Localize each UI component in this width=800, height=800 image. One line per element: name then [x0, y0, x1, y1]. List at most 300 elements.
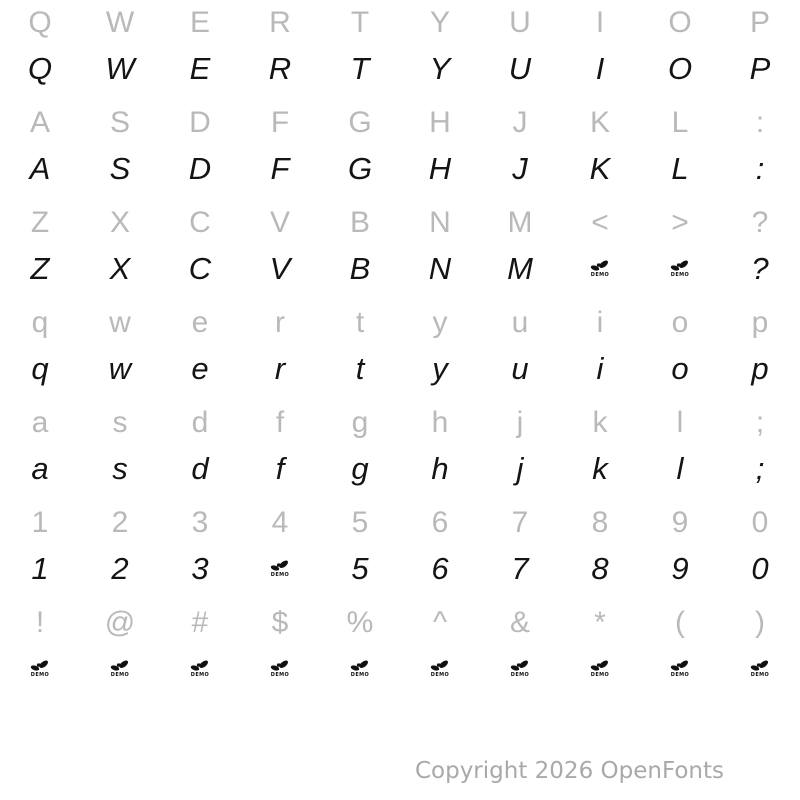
demo-placeholder-glyph	[510, 659, 530, 678]
glyph-char: h	[431, 450, 449, 486]
glyph-cell	[480, 46, 560, 90]
demo-placeholder-glyph	[270, 659, 290, 678]
glyph-char: ?	[751, 250, 769, 286]
glyph-char: o	[671, 350, 689, 386]
glyph-char: l	[676, 406, 684, 439]
glyph-cell	[320, 400, 400, 446]
glyph-char: f	[275, 406, 285, 439]
glyph-char: H	[429, 106, 451, 139]
glyph-char: H	[428, 150, 452, 186]
demo-label: DEMO	[590, 671, 610, 678]
glyph-row-black	[0, 646, 800, 690]
glyph-char: k	[592, 406, 608, 439]
glyph-cell	[320, 300, 400, 346]
glyph-cell	[0, 500, 80, 546]
glyph-char: S	[109, 150, 131, 186]
demo-petals-icon	[190, 659, 210, 672]
glyph-cell	[160, 346, 240, 390]
glyph-char: ^	[432, 606, 448, 639]
glyph-char: d	[191, 450, 209, 486]
glyph-char: V	[269, 206, 290, 239]
glyph-char: w	[108, 350, 132, 386]
glyph-char: k	[592, 450, 608, 486]
glyph-char: y	[432, 306, 448, 339]
glyph-char: X	[109, 206, 130, 239]
glyph-cell	[640, 246, 720, 290]
glyph-cell	[0, 300, 80, 346]
glyph-row-pair	[0, 100, 800, 200]
demo-placeholder-glyph	[110, 659, 130, 678]
glyph-char: Q	[28, 6, 52, 39]
demo-label: DEMO	[750, 671, 770, 678]
glyph-char: e	[191, 350, 209, 386]
glyph-cell	[0, 100, 80, 146]
demo-petals-icon	[750, 659, 770, 672]
glyph-char: *	[594, 606, 606, 639]
glyph-cell	[400, 200, 480, 246]
glyph-cell	[480, 500, 560, 546]
glyph-cell	[80, 346, 160, 390]
glyph-char: J	[512, 150, 528, 186]
glyph-char: P	[749, 6, 770, 39]
glyph-char: C	[189, 206, 211, 239]
demo-label: DEMO	[270, 571, 290, 578]
glyph-cell	[160, 400, 240, 446]
demo-label: DEMO	[430, 671, 450, 678]
glyph-row-black	[0, 246, 800, 290]
glyph-cell	[400, 300, 480, 346]
demo-placeholder-glyph	[590, 259, 610, 278]
glyph-cell	[320, 346, 400, 390]
glyph-char: 8	[591, 506, 609, 539]
glyph-char: N	[428, 250, 452, 286]
glyph-char: !	[35, 606, 45, 639]
glyph-cell	[400, 600, 480, 646]
glyph-cell	[560, 46, 640, 90]
demo-label: DEMO	[670, 671, 690, 678]
demo-label: DEMO	[270, 671, 290, 678]
glyph-cell	[560, 400, 640, 446]
glyph-char: C	[188, 250, 212, 286]
glyph-cell	[720, 400, 800, 446]
glyph-cell	[560, 600, 640, 646]
glyph-char: Z	[30, 250, 50, 286]
glyph-char: w	[109, 306, 131, 339]
glyph-char: 1	[31, 506, 49, 539]
glyph-char: h	[431, 406, 449, 439]
glyph-cell	[240, 446, 320, 490]
glyph-row-black	[0, 146, 800, 190]
glyph-cell	[640, 146, 720, 190]
glyph-char: y	[432, 350, 448, 386]
demo-placeholder-glyph	[350, 659, 370, 678]
demo-label: DEMO	[510, 671, 530, 678]
glyph-char: I	[595, 6, 605, 39]
demo-placeholder-glyph	[430, 659, 450, 678]
glyph-char: 0	[751, 506, 769, 539]
glyph-cell	[0, 0, 80, 46]
glyph-char: 8	[591, 550, 609, 586]
glyph-cell	[720, 646, 800, 690]
glyph-cell	[240, 300, 320, 346]
copyright-text: Copyright 2026 OpenFonts	[414, 758, 724, 784]
glyph-char: M	[507, 250, 533, 286]
glyph-char: ;	[755, 406, 765, 439]
glyph-char: (	[675, 606, 685, 639]
demo-petals-icon	[30, 659, 50, 672]
glyph-row-gray	[0, 100, 800, 146]
glyph-cell	[320, 146, 400, 190]
glyph-cell	[480, 246, 560, 290]
glyph-char: q	[31, 350, 49, 386]
glyph-char: B	[349, 206, 370, 239]
demo-petals-icon	[510, 659, 530, 672]
glyph-row-pair	[0, 200, 800, 300]
glyph-cell	[80, 100, 160, 146]
glyph-cell	[160, 500, 240, 546]
glyph-char: K	[589, 150, 611, 186]
glyph-char: t	[355, 350, 365, 386]
glyph-row-pair	[0, 600, 800, 700]
glyph-cell	[640, 100, 720, 146]
glyph-char: Z	[30, 206, 50, 239]
glyph-char: W	[105, 50, 135, 86]
glyph-char: g	[351, 450, 369, 486]
glyph-cell	[640, 200, 720, 246]
demo-petals-icon	[270, 659, 290, 672]
glyph-char: R	[269, 6, 291, 39]
glyph-row-black	[0, 446, 800, 490]
glyph-cell	[160, 100, 240, 146]
glyph-cell	[400, 500, 480, 546]
demo-placeholder-glyph	[270, 559, 290, 578]
glyph-char: r	[275, 306, 285, 339]
glyph-cell	[320, 100, 400, 146]
glyph-char: &	[509, 606, 530, 639]
glyph-char: #	[191, 606, 209, 639]
demo-petals-icon	[110, 659, 130, 672]
glyph-cell	[480, 346, 560, 390]
glyph-cell	[80, 0, 160, 46]
demo-label: DEMO	[30, 671, 50, 678]
glyph-cell	[0, 400, 80, 446]
glyph-cell	[160, 246, 240, 290]
glyph-char: E	[189, 50, 211, 86]
glyph-cell	[560, 346, 640, 390]
demo-label: DEMO	[110, 671, 130, 678]
glyph-char: 7	[511, 506, 529, 539]
glyph-char: p	[751, 306, 769, 339]
glyph-cell	[560, 646, 640, 690]
glyph-row-gray	[0, 500, 800, 546]
glyph-row-pair	[0, 300, 800, 400]
glyph-cell	[160, 600, 240, 646]
glyph-cell	[640, 400, 720, 446]
glyph-char: $	[271, 606, 289, 639]
glyph-row-gray	[0, 0, 800, 46]
glyph-char: F	[270, 150, 290, 186]
glyph-cell	[480, 446, 560, 490]
glyph-cell	[240, 100, 320, 146]
glyph-cell	[80, 646, 160, 690]
glyph-cell	[480, 146, 560, 190]
glyph-cell	[560, 446, 640, 490]
glyph-row-black	[0, 346, 800, 390]
glyph-cell	[720, 346, 800, 390]
glyph-char: E	[189, 6, 210, 39]
glyph-cell	[240, 146, 320, 190]
glyph-cell	[720, 200, 800, 246]
glyph-cell	[640, 546, 720, 590]
demo-label: DEMO	[190, 671, 210, 678]
glyph-cell	[640, 646, 720, 690]
glyph-char: 9	[671, 506, 689, 539]
demo-placeholder-glyph	[670, 259, 690, 278]
glyph-cell	[320, 46, 400, 90]
glyph-cell	[0, 200, 80, 246]
glyph-cell	[720, 600, 800, 646]
glyph-cell	[160, 146, 240, 190]
glyph-cell	[0, 246, 80, 290]
glyph-char: W	[105, 6, 135, 39]
glyph-cell	[320, 0, 400, 46]
glyph-cell	[80, 446, 160, 490]
glyph-char: Y	[429, 50, 451, 86]
glyph-char: P	[749, 50, 771, 86]
glyph-char: )	[755, 606, 765, 639]
glyph-row-pair	[0, 500, 800, 600]
glyph-cell	[400, 446, 480, 490]
glyph-char: J	[512, 106, 528, 139]
glyph-char: >	[671, 206, 689, 239]
glyph-cell	[80, 546, 160, 590]
demo-placeholder-glyph	[30, 659, 50, 678]
glyph-cell	[80, 300, 160, 346]
glyph-cell	[560, 300, 640, 346]
glyph-char: 0	[751, 550, 769, 586]
glyph-char: ?	[751, 206, 769, 239]
glyph-cell	[480, 300, 560, 346]
glyph-cell	[720, 0, 800, 46]
glyph-cell	[640, 346, 720, 390]
glyph-cell	[160, 200, 240, 246]
glyph-cell	[160, 0, 240, 46]
glyph-cell	[720, 546, 800, 590]
glyph-char: I	[595, 50, 605, 86]
demo-petals-icon	[590, 259, 610, 272]
glyph-cell	[80, 500, 160, 546]
glyph-cell	[560, 200, 640, 246]
glyph-cell	[560, 0, 640, 46]
glyph-cell	[720, 300, 800, 346]
glyph-char: 3	[191, 550, 209, 586]
glyph-char: q	[31, 306, 49, 339]
glyph-cell	[80, 146, 160, 190]
glyph-char: a	[31, 450, 49, 486]
glyph-cell	[240, 200, 320, 246]
demo-petals-icon	[270, 559, 290, 572]
glyph-cell	[0, 346, 80, 390]
glyph-cell	[160, 46, 240, 90]
glyph-cell	[720, 246, 800, 290]
glyph-cell	[560, 146, 640, 190]
glyph-cell	[400, 46, 480, 90]
glyph-cell	[80, 600, 160, 646]
glyph-char: S	[109, 106, 130, 139]
glyph-char: L	[671, 106, 689, 139]
glyph-char: u	[511, 350, 529, 386]
glyph-cell	[720, 46, 800, 90]
glyph-cell	[320, 200, 400, 246]
demo-petals-icon	[590, 659, 610, 672]
glyph-char: j	[516, 406, 524, 439]
glyph-char: i	[596, 350, 604, 386]
glyph-char: U	[508, 50, 532, 86]
glyph-row-black	[0, 546, 800, 590]
glyph-cell	[640, 46, 720, 90]
glyph-cell	[720, 146, 800, 190]
glyph-cell	[400, 246, 480, 290]
glyph-cell	[0, 446, 80, 490]
glyph-cell	[0, 546, 80, 590]
glyph-cell	[0, 146, 80, 190]
glyph-char: s	[112, 450, 128, 486]
glyph-char: D	[189, 106, 211, 139]
glyph-cell	[0, 600, 80, 646]
glyph-char: d	[191, 406, 209, 439]
glyph-cell	[640, 600, 720, 646]
glyph-char: R	[268, 50, 292, 86]
glyph-char: p	[751, 350, 769, 386]
glyph-row-pair	[0, 400, 800, 500]
glyph-cell	[400, 100, 480, 146]
glyph-cell	[400, 546, 480, 590]
glyph-char: 2	[111, 506, 129, 539]
glyph-char: 6	[431, 506, 449, 539]
glyph-cell	[720, 446, 800, 490]
glyph-char: 5	[351, 506, 369, 539]
glyph-cell	[160, 300, 240, 346]
demo-petals-icon	[670, 259, 690, 272]
glyph-cell	[640, 446, 720, 490]
glyph-cell	[320, 500, 400, 546]
glyph-cell	[80, 400, 160, 446]
glyph-cell	[160, 646, 240, 690]
glyph-cell	[400, 346, 480, 390]
glyph-char: B	[349, 250, 371, 286]
glyph-char: F	[270, 106, 290, 139]
glyph-cell	[720, 500, 800, 546]
demo-petals-icon	[430, 659, 450, 672]
glyph-cell	[400, 146, 480, 190]
glyph-char: 9	[671, 550, 689, 586]
glyph-cell	[400, 646, 480, 690]
glyph-char: G	[347, 150, 373, 186]
glyph-char: K	[589, 106, 610, 139]
glyph-cell	[560, 500, 640, 546]
glyph-cell	[400, 400, 480, 446]
glyph-cell	[240, 500, 320, 546]
glyph-cell	[640, 500, 720, 546]
glyph-cell	[480, 646, 560, 690]
glyph-row-gray	[0, 200, 800, 246]
demo-placeholder-glyph	[750, 659, 770, 678]
demo-placeholder-glyph	[670, 659, 690, 678]
glyph-cell	[480, 400, 560, 446]
glyph-char: O	[668, 6, 692, 39]
glyph-char: f	[275, 450, 285, 486]
glyph-char: T	[350, 50, 370, 86]
glyph-row-gray	[0, 600, 800, 646]
glyph-char: A	[29, 150, 51, 186]
glyph-char: 4	[271, 506, 289, 539]
glyph-cell	[0, 646, 80, 690]
glyph-cell	[560, 246, 640, 290]
glyph-cell	[640, 0, 720, 46]
demo-petals-icon	[350, 659, 370, 672]
glyph-cell	[320, 546, 400, 590]
glyph-cell	[80, 246, 160, 290]
glyph-char: %	[346, 606, 374, 639]
glyph-char: :	[755, 106, 765, 139]
glyph-char: O	[667, 50, 693, 86]
demo-petals-icon	[670, 659, 690, 672]
glyph-char: M	[507, 206, 533, 239]
glyph-char: Q	[27, 50, 53, 86]
demo-label: DEMO	[350, 671, 370, 678]
glyph-char: j	[516, 450, 524, 486]
glyph-cell	[240, 546, 320, 590]
glyph-char: l	[676, 450, 684, 486]
glyph-cell	[480, 0, 560, 46]
glyph-char: X	[109, 250, 131, 286]
glyph-cell	[160, 546, 240, 590]
glyph-cell	[240, 46, 320, 90]
glyph-cell	[320, 246, 400, 290]
glyph-cell	[240, 600, 320, 646]
glyph-char: N	[429, 206, 451, 239]
glyph-char: ;	[755, 450, 765, 486]
glyph-cell	[480, 546, 560, 590]
demo-label: DEMO	[670, 271, 690, 278]
glyph-char: a	[31, 406, 49, 439]
glyph-cell	[400, 0, 480, 46]
glyph-char: r	[274, 350, 286, 386]
glyph-cell	[480, 600, 560, 646]
glyph-cell	[0, 46, 80, 90]
glyph-cell	[320, 646, 400, 690]
glyph-char: i	[596, 306, 604, 339]
glyph-char: <	[591, 206, 609, 239]
glyph-cell	[240, 400, 320, 446]
demo-placeholder-glyph	[190, 659, 210, 678]
glyph-char: 1	[31, 550, 49, 586]
glyph-char: @	[104, 606, 136, 639]
glyph-char: :	[755, 150, 765, 186]
glyph-char: 3	[191, 506, 209, 539]
glyph-row-black	[0, 46, 800, 90]
glyph-char: A	[29, 106, 50, 139]
glyph-char: g	[351, 406, 369, 439]
glyph-cell	[240, 0, 320, 46]
glyph-char: D	[188, 150, 212, 186]
glyph-char: U	[509, 6, 531, 39]
glyph-char: 2	[111, 550, 129, 586]
glyph-cell	[320, 600, 400, 646]
glyph-cell	[240, 646, 320, 690]
glyph-char: T	[350, 6, 370, 39]
glyph-row-pair	[0, 0, 800, 100]
